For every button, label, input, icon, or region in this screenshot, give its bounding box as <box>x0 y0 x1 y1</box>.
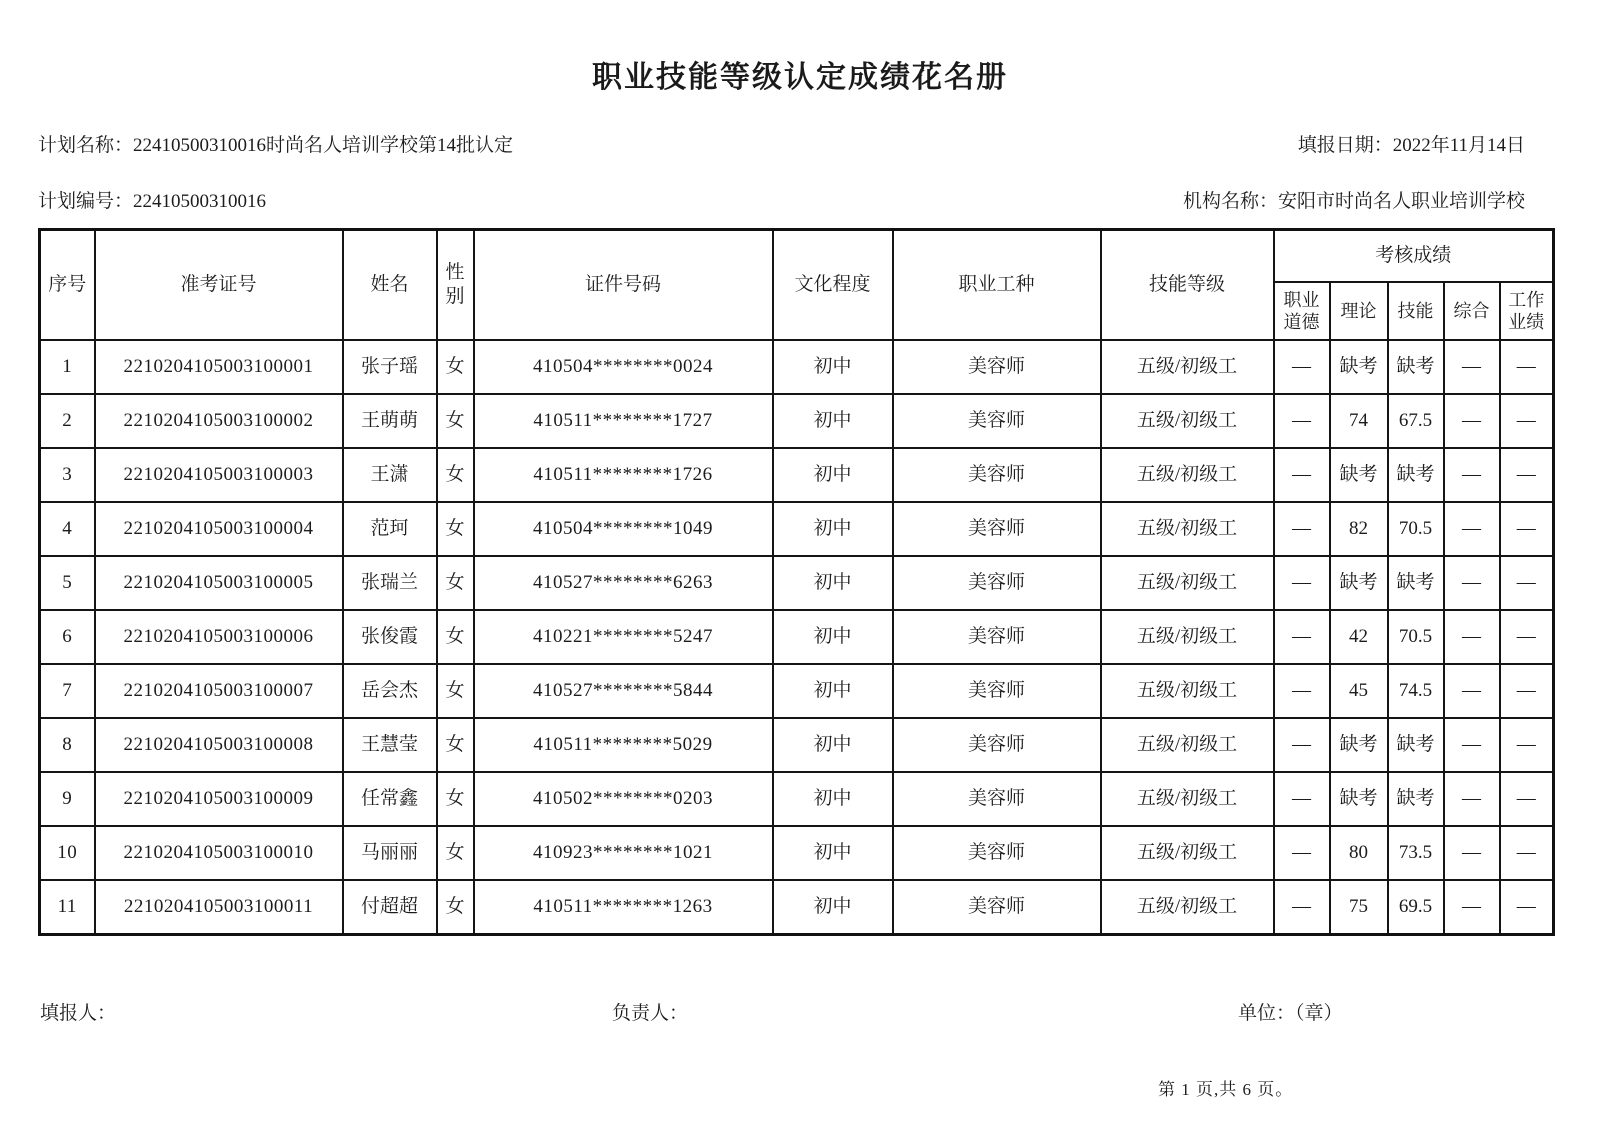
cell-seq: 9 <box>40 772 95 826</box>
plan-name-value: 22410500310016时尚名人培训学校第14批认定 <box>133 135 514 156</box>
cell-level: 五级/初级工 <box>1101 556 1274 610</box>
cell-theory: 缺考 <box>1330 718 1388 772</box>
cell-gender: 女 <box>437 664 474 718</box>
cell-id: 410504********0024 <box>474 340 773 394</box>
cell-ticket: 2210204105003100007 <box>95 664 343 718</box>
cell-occupation: 美容师 <box>893 610 1101 664</box>
cell-seq: 1 <box>40 340 95 394</box>
header-row-main <box>40 230 1554 283</box>
unit-seal-label: 单位：（章） <box>1238 1003 1343 1024</box>
col-header-seq: 序号 <box>40 230 95 341</box>
cell-theory: 42 <box>1330 610 1388 664</box>
cell-education: 初中 <box>773 340 893 394</box>
cell-ticket: 2210204105003100004 <box>95 502 343 556</box>
cell-education: 初中 <box>773 448 893 502</box>
cell-skill: 74.5 <box>1388 664 1444 718</box>
cell-comprehensive: — <box>1444 502 1500 556</box>
cell-id: 410511********1727 <box>474 394 773 448</box>
cell-work: — <box>1500 448 1554 502</box>
cell-ticket: 2210204105003100010 <box>95 826 343 880</box>
cell-seq: 4 <box>40 502 95 556</box>
plan-name-line <box>38 130 513 157</box>
col-header-comprehensive: 综合 <box>1444 282 1500 340</box>
cell-theory: 缺考 <box>1330 448 1388 502</box>
cell-comprehensive: — <box>1444 610 1500 664</box>
plan-name-label: 计划名称： <box>38 135 134 156</box>
cell-ethics: — <box>1274 448 1330 502</box>
cell-work: — <box>1500 556 1554 610</box>
cell-seq: 3 <box>40 448 95 502</box>
cell-theory: 45 <box>1330 664 1388 718</box>
col-header-education: 文化程度 <box>773 230 893 341</box>
cell-ethics: — <box>1274 502 1330 556</box>
cell-gender: 女 <box>437 556 474 610</box>
cell-id: 410527********5844 <box>474 664 773 718</box>
cell-comprehensive: — <box>1444 448 1500 502</box>
cell-theory: 74 <box>1330 394 1388 448</box>
cell-education: 初中 <box>773 502 893 556</box>
table-row <box>40 880 1554 935</box>
table-row <box>40 502 1554 556</box>
cell-skill: 70.5 <box>1388 502 1444 556</box>
table-row <box>40 394 1554 448</box>
cell-education: 初中 <box>773 664 893 718</box>
table-row <box>40 664 1554 718</box>
cell-comprehensive: — <box>1444 394 1500 448</box>
cell-comprehensive: — <box>1444 340 1500 394</box>
table-row <box>40 448 1554 502</box>
cell-seq: 11 <box>40 880 95 935</box>
cell-work: — <box>1500 772 1554 826</box>
cell-ethics: — <box>1274 718 1330 772</box>
cell-gender: 女 <box>437 826 474 880</box>
cell-education: 初中 <box>773 394 893 448</box>
cell-theory: 缺考 <box>1330 772 1388 826</box>
plan-no-label: 计划编号： <box>38 191 134 212</box>
cell-occupation: 美容师 <box>893 448 1101 502</box>
cell-name: 张瑞兰 <box>343 556 437 610</box>
org-name-label: 机构名称： <box>1182 191 1278 212</box>
cell-skill: 缺考 <box>1388 556 1444 610</box>
report-date-label: 填报日期： <box>1297 135 1393 156</box>
cell-theory: 75 <box>1330 880 1388 935</box>
cell-gender: 女 <box>437 880 474 935</box>
manager-label: 负责人： <box>612 1003 689 1024</box>
col-header-theory: 理论 <box>1330 282 1388 340</box>
cell-skill: 67.5 <box>1388 394 1444 448</box>
cell-gender: 女 <box>437 448 474 502</box>
page-number: 第 1 页,共 6 页。 <box>1158 1080 1294 1099</box>
cell-theory: 80 <box>1330 826 1388 880</box>
cell-seq: 6 <box>40 610 95 664</box>
cell-name: 马丽丽 <box>343 826 437 880</box>
cell-ticket: 2210204105003100001 <box>95 340 343 394</box>
cell-work: — <box>1500 340 1554 394</box>
page-title: 职业技能等级认定成绩花名册 <box>592 60 1008 95</box>
col-header-ethics: 职业道德 <box>1274 282 1330 340</box>
cell-gender: 女 <box>437 502 474 556</box>
cell-name: 张子瑶 <box>343 340 437 394</box>
cell-seq: 2 <box>40 394 95 448</box>
cell-skill: 缺考 <box>1388 448 1444 502</box>
cell-skill: 69.5 <box>1388 880 1444 935</box>
cell-gender: 女 <box>437 718 474 772</box>
cell-ticket: 2210204105003100006 <box>95 610 343 664</box>
cell-id: 410527********6263 <box>474 556 773 610</box>
cell-theory: 缺考 <box>1330 556 1388 610</box>
cell-comprehensive: — <box>1444 880 1500 935</box>
cell-gender: 女 <box>437 340 474 394</box>
cell-gender: 女 <box>437 772 474 826</box>
cell-ethics: — <box>1274 664 1330 718</box>
cell-work: — <box>1500 664 1554 718</box>
cell-ticket: 2210204105003100002 <box>95 394 343 448</box>
cell-name: 付超超 <box>343 880 437 935</box>
cell-id: 410221********5247 <box>474 610 773 664</box>
cell-occupation: 美容师 <box>893 556 1101 610</box>
cell-ticket: 2210204105003100008 <box>95 718 343 772</box>
col-header-level: 技能等级 <box>1101 230 1274 341</box>
table-row <box>40 826 1554 880</box>
cell-occupation: 美容师 <box>893 880 1101 935</box>
col-header-work: 工作业绩 <box>1500 282 1554 340</box>
cell-ethics: — <box>1274 880 1330 935</box>
cell-work: — <box>1500 880 1554 935</box>
cell-name: 王潇 <box>343 448 437 502</box>
cell-ethics: — <box>1274 826 1330 880</box>
cell-occupation: 美容师 <box>893 664 1101 718</box>
cell-comprehensive: — <box>1444 556 1500 610</box>
filler-label: 填报人： <box>40 1003 117 1024</box>
col-header-name: 姓名 <box>343 230 437 341</box>
col-header-score-group: 考核成绩 <box>1274 230 1554 283</box>
org-name-line <box>1183 186 1525 213</box>
cell-skill: 73.5 <box>1388 826 1444 880</box>
cell-work: — <box>1500 610 1554 664</box>
cell-ticket: 2210204105003100003 <box>95 448 343 502</box>
cell-ethics: — <box>1274 556 1330 610</box>
cell-occupation: 美容师 <box>893 826 1101 880</box>
cell-education: 初中 <box>773 826 893 880</box>
cell-level: 五级/初级工 <box>1101 340 1274 394</box>
cell-ticket: 2210204105003100011 <box>95 880 343 935</box>
cell-work: — <box>1500 502 1554 556</box>
cell-name: 王萌萌 <box>343 394 437 448</box>
cell-ticket: 2210204105003100009 <box>95 772 343 826</box>
cell-name: 范珂 <box>343 502 437 556</box>
cell-comprehensive: — <box>1444 664 1500 718</box>
cell-skill: 缺考 <box>1388 718 1444 772</box>
cell-id: 410502********0203 <box>474 772 773 826</box>
cell-skill: 缺考 <box>1388 340 1444 394</box>
cell-name: 任常鑫 <box>343 772 437 826</box>
cell-education: 初中 <box>773 610 893 664</box>
cell-gender: 女 <box>437 610 474 664</box>
cell-seq: 8 <box>40 718 95 772</box>
cell-occupation: 美容师 <box>893 502 1101 556</box>
cell-occupation: 美容师 <box>893 718 1101 772</box>
table-row <box>40 340 1554 394</box>
cell-ethics: — <box>1274 610 1330 664</box>
cell-ticket: 2210204105003100005 <box>95 556 343 610</box>
cell-level: 五级/初级工 <box>1101 394 1274 448</box>
cell-education: 初中 <box>773 718 893 772</box>
cell-level: 五级/初级工 <box>1101 664 1274 718</box>
cell-id: 410504********1049 <box>474 502 773 556</box>
cell-level: 五级/初级工 <box>1101 880 1274 935</box>
cell-occupation: 美容师 <box>893 772 1101 826</box>
cell-education: 初中 <box>773 880 893 935</box>
score-roster-table <box>38 228 1555 936</box>
cell-id: 410511********1726 <box>474 448 773 502</box>
cell-id: 410923********1021 <box>474 826 773 880</box>
col-header-skill: 技能 <box>1388 282 1444 340</box>
cell-work: — <box>1500 394 1554 448</box>
cell-level: 五级/初级工 <box>1101 448 1274 502</box>
cell-level: 五级/初级工 <box>1101 610 1274 664</box>
cell-skill: 70.5 <box>1388 610 1444 664</box>
cell-seq: 5 <box>40 556 95 610</box>
cell-ethics: — <box>1274 340 1330 394</box>
cell-id: 410511********1263 <box>474 880 773 935</box>
cell-seq: 7 <box>40 664 95 718</box>
cell-name: 岳会杰 <box>343 664 437 718</box>
cell-ethics: — <box>1274 394 1330 448</box>
cell-gender: 女 <box>437 394 474 448</box>
cell-ethics: — <box>1274 772 1330 826</box>
cell-theory: 82 <box>1330 502 1388 556</box>
cell-occupation: 美容师 <box>893 340 1101 394</box>
cell-work: — <box>1500 826 1554 880</box>
cell-theory: 缺考 <box>1330 340 1388 394</box>
cell-level: 五级/初级工 <box>1101 826 1274 880</box>
report-date-line <box>1298 130 1525 157</box>
cell-name: 王慧莹 <box>343 718 437 772</box>
cell-level: 五级/初级工 <box>1101 772 1274 826</box>
meta-row-1 <box>0 130 1600 154</box>
cell-education: 初中 <box>773 556 893 610</box>
col-header-ticket: 准考证号 <box>95 230 343 341</box>
cell-level: 五级/初级工 <box>1101 502 1274 556</box>
cell-seq: 10 <box>40 826 95 880</box>
cell-name: 张俊霞 <box>343 610 437 664</box>
plan-no-value: 22410500310016 <box>133 191 267 212</box>
table-row <box>40 556 1554 610</box>
org-name-value: 安阳市时尚名人职业培训学校 <box>1277 191 1525 212</box>
cell-comprehensive: — <box>1444 718 1500 772</box>
table-row <box>40 610 1554 664</box>
cell-id: 410511********5029 <box>474 718 773 772</box>
report-date-value: 2022年11月14日 <box>1392 135 1525 156</box>
cell-comprehensive: — <box>1444 826 1500 880</box>
cell-occupation: 美容师 <box>893 394 1101 448</box>
cell-education: 初中 <box>773 772 893 826</box>
meta-row-2 <box>0 186 1600 210</box>
table-row <box>40 718 1554 772</box>
cell-comprehensive: — <box>1444 772 1500 826</box>
col-header-id: 证件号码 <box>474 230 773 341</box>
table-row <box>40 772 1554 826</box>
cell-skill: 缺考 <box>1388 772 1444 826</box>
col-header-gender: 性别 <box>437 230 474 341</box>
cell-level: 五级/初级工 <box>1101 718 1274 772</box>
plan-no-line <box>38 186 266 213</box>
col-header-occupation: 职业工种 <box>893 230 1101 341</box>
cell-work: — <box>1500 718 1554 772</box>
